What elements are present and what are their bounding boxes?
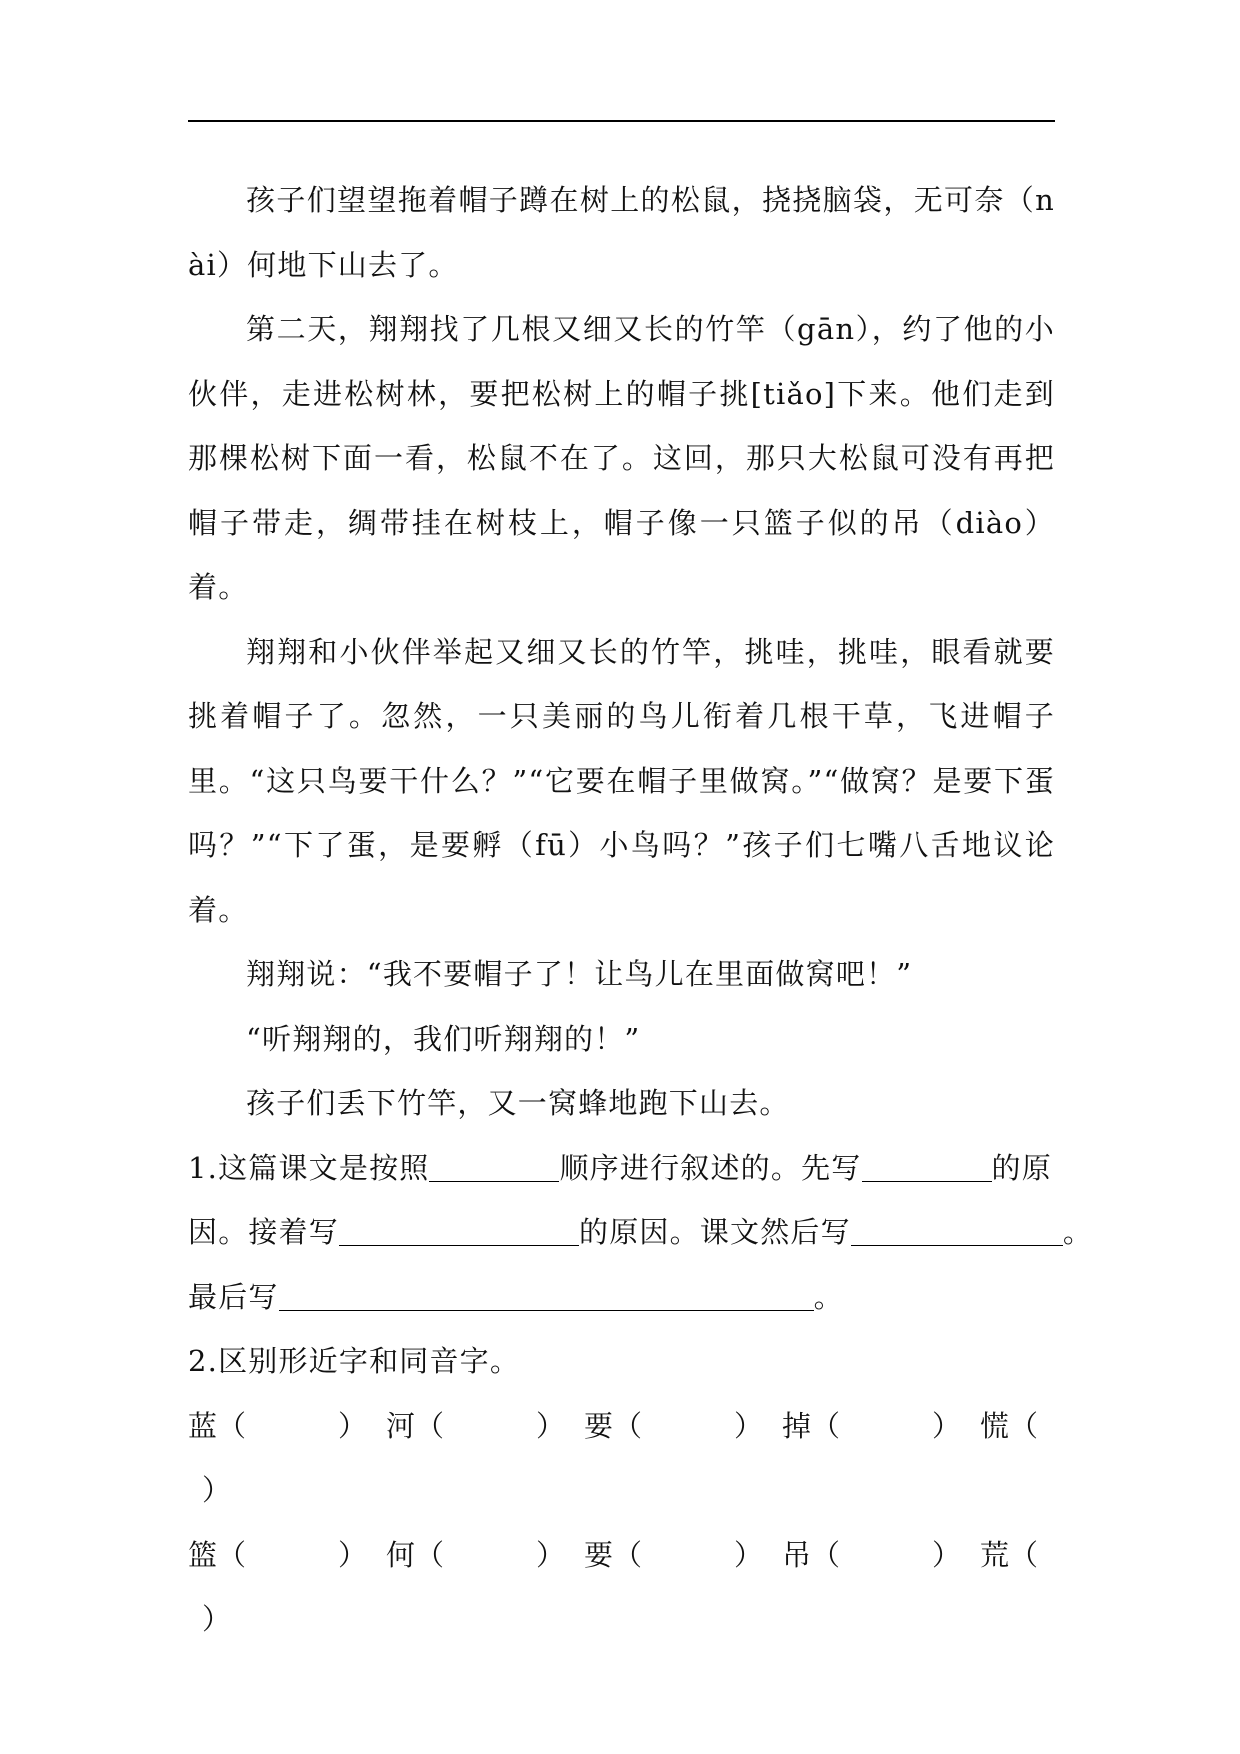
question-1-text-c: 的原 — [991, 1150, 1052, 1185]
char-row-1 — [188, 1394, 1055, 1459]
question-1-text-b: 顺序进行叙述的。先写 — [559, 1150, 862, 1185]
char-cell[interactable]: 河（ ） — [386, 1408, 566, 1443]
question-1-text-e: 的原因。课文然后写 — [579, 1215, 851, 1249]
question-2-title: 2.区别形近字和同音字。 — [188, 1344, 521, 1378]
question-2 — [188, 1329, 1055, 1652]
answer-blank-then[interactable] — [851, 1215, 1063, 1246]
question-1-text-g: 最后写 — [188, 1279, 279, 1314]
answer-blank-last[interactable] — [279, 1280, 814, 1311]
header-rule — [188, 120, 1055, 122]
char-cell[interactable]: 慌（ — [980, 1408, 1039, 1443]
char-cell[interactable]: 掉（ ） — [782, 1408, 962, 1443]
paragraph-3: 翔翔和小伙伴举起又细又长的竹竿，挑哇，挑哇，眼看就要挑着帽子了。忽然，一只美丽的鸟儿衔着几根干草，飞进帽子里。“这只鸟要干什么？”“它要在帽子里做窝。”“做窝？是要下蛋吗？”“下了蛋，是要孵（fū）小鸟吗？”孩子们七嘴八舌地议论着。 — [188, 634, 1055, 927]
question-1-text-f: 。 — [1062, 1215, 1094, 1249]
answer-blank-order[interactable] — [429, 1151, 559, 1182]
char-row-1-wrap: ） — [202, 1473, 232, 1507]
paragraph-4: 翔翔说：“我不要帽子了！让鸟儿在里面做窝吧！” — [246, 957, 913, 991]
question-1-text-h: 。 — [813, 1279, 844, 1314]
paragraph-6: 孩子们丢下竹竿，又一窝蜂地跑下山去。 — [246, 1086, 790, 1120]
question-1-line-3 — [188, 1265, 1055, 1330]
char-cell[interactable]: 要（ ） — [584, 1537, 764, 1572]
question-1-text-d: 因。接着写 — [188, 1215, 340, 1249]
question-1-line-2 — [188, 1200, 1094, 1265]
answer-blank-next[interactable] — [339, 1215, 579, 1246]
question-1-text-a: 1.这篇课文是按照 — [188, 1150, 430, 1185]
char-cell[interactable]: 荒（ — [980, 1537, 1039, 1572]
char-cell[interactable]: 篮（ ） — [188, 1537, 368, 1572]
char-cell[interactable]: 蓝（ ） — [188, 1408, 368, 1443]
document-body — [188, 168, 1094, 1652]
char-cell[interactable]: 何（ ） — [386, 1537, 566, 1572]
paragraph-2: 第二天，翔翔找了几根又细又长的竹竿（gān），约了他的小伙伴，走进松树林，要把松树上的帽子挑[tiǎo]下来。他们走到那棵松树下面一看，松鼠不在了。这回，那只大松鼠可没有再把帽子带走，绸带挂在树枝上，帽子像一只篮子似的吊（diào）着。 — [188, 312, 1055, 604]
char-cell[interactable]: 要（ ） — [584, 1408, 764, 1443]
char-row-2 — [188, 1523, 1055, 1588]
question-1-line-1 — [188, 1136, 1055, 1201]
answer-blank-first[interactable] — [862, 1151, 992, 1182]
paragraph-5: “听翔翔的，我们听翔翔的！” — [246, 1021, 641, 1056]
char-row-2-wrap: ） — [202, 1602, 232, 1636]
question-1 — [188, 1136, 1094, 1330]
paragraph-1: 孩子们望望拖着帽子蹲在树上的松鼠，挠挠脑袋，无可奈（nài）何地下山去了。 — [188, 183, 1055, 282]
char-cell[interactable]: 吊（ ） — [782, 1537, 962, 1572]
